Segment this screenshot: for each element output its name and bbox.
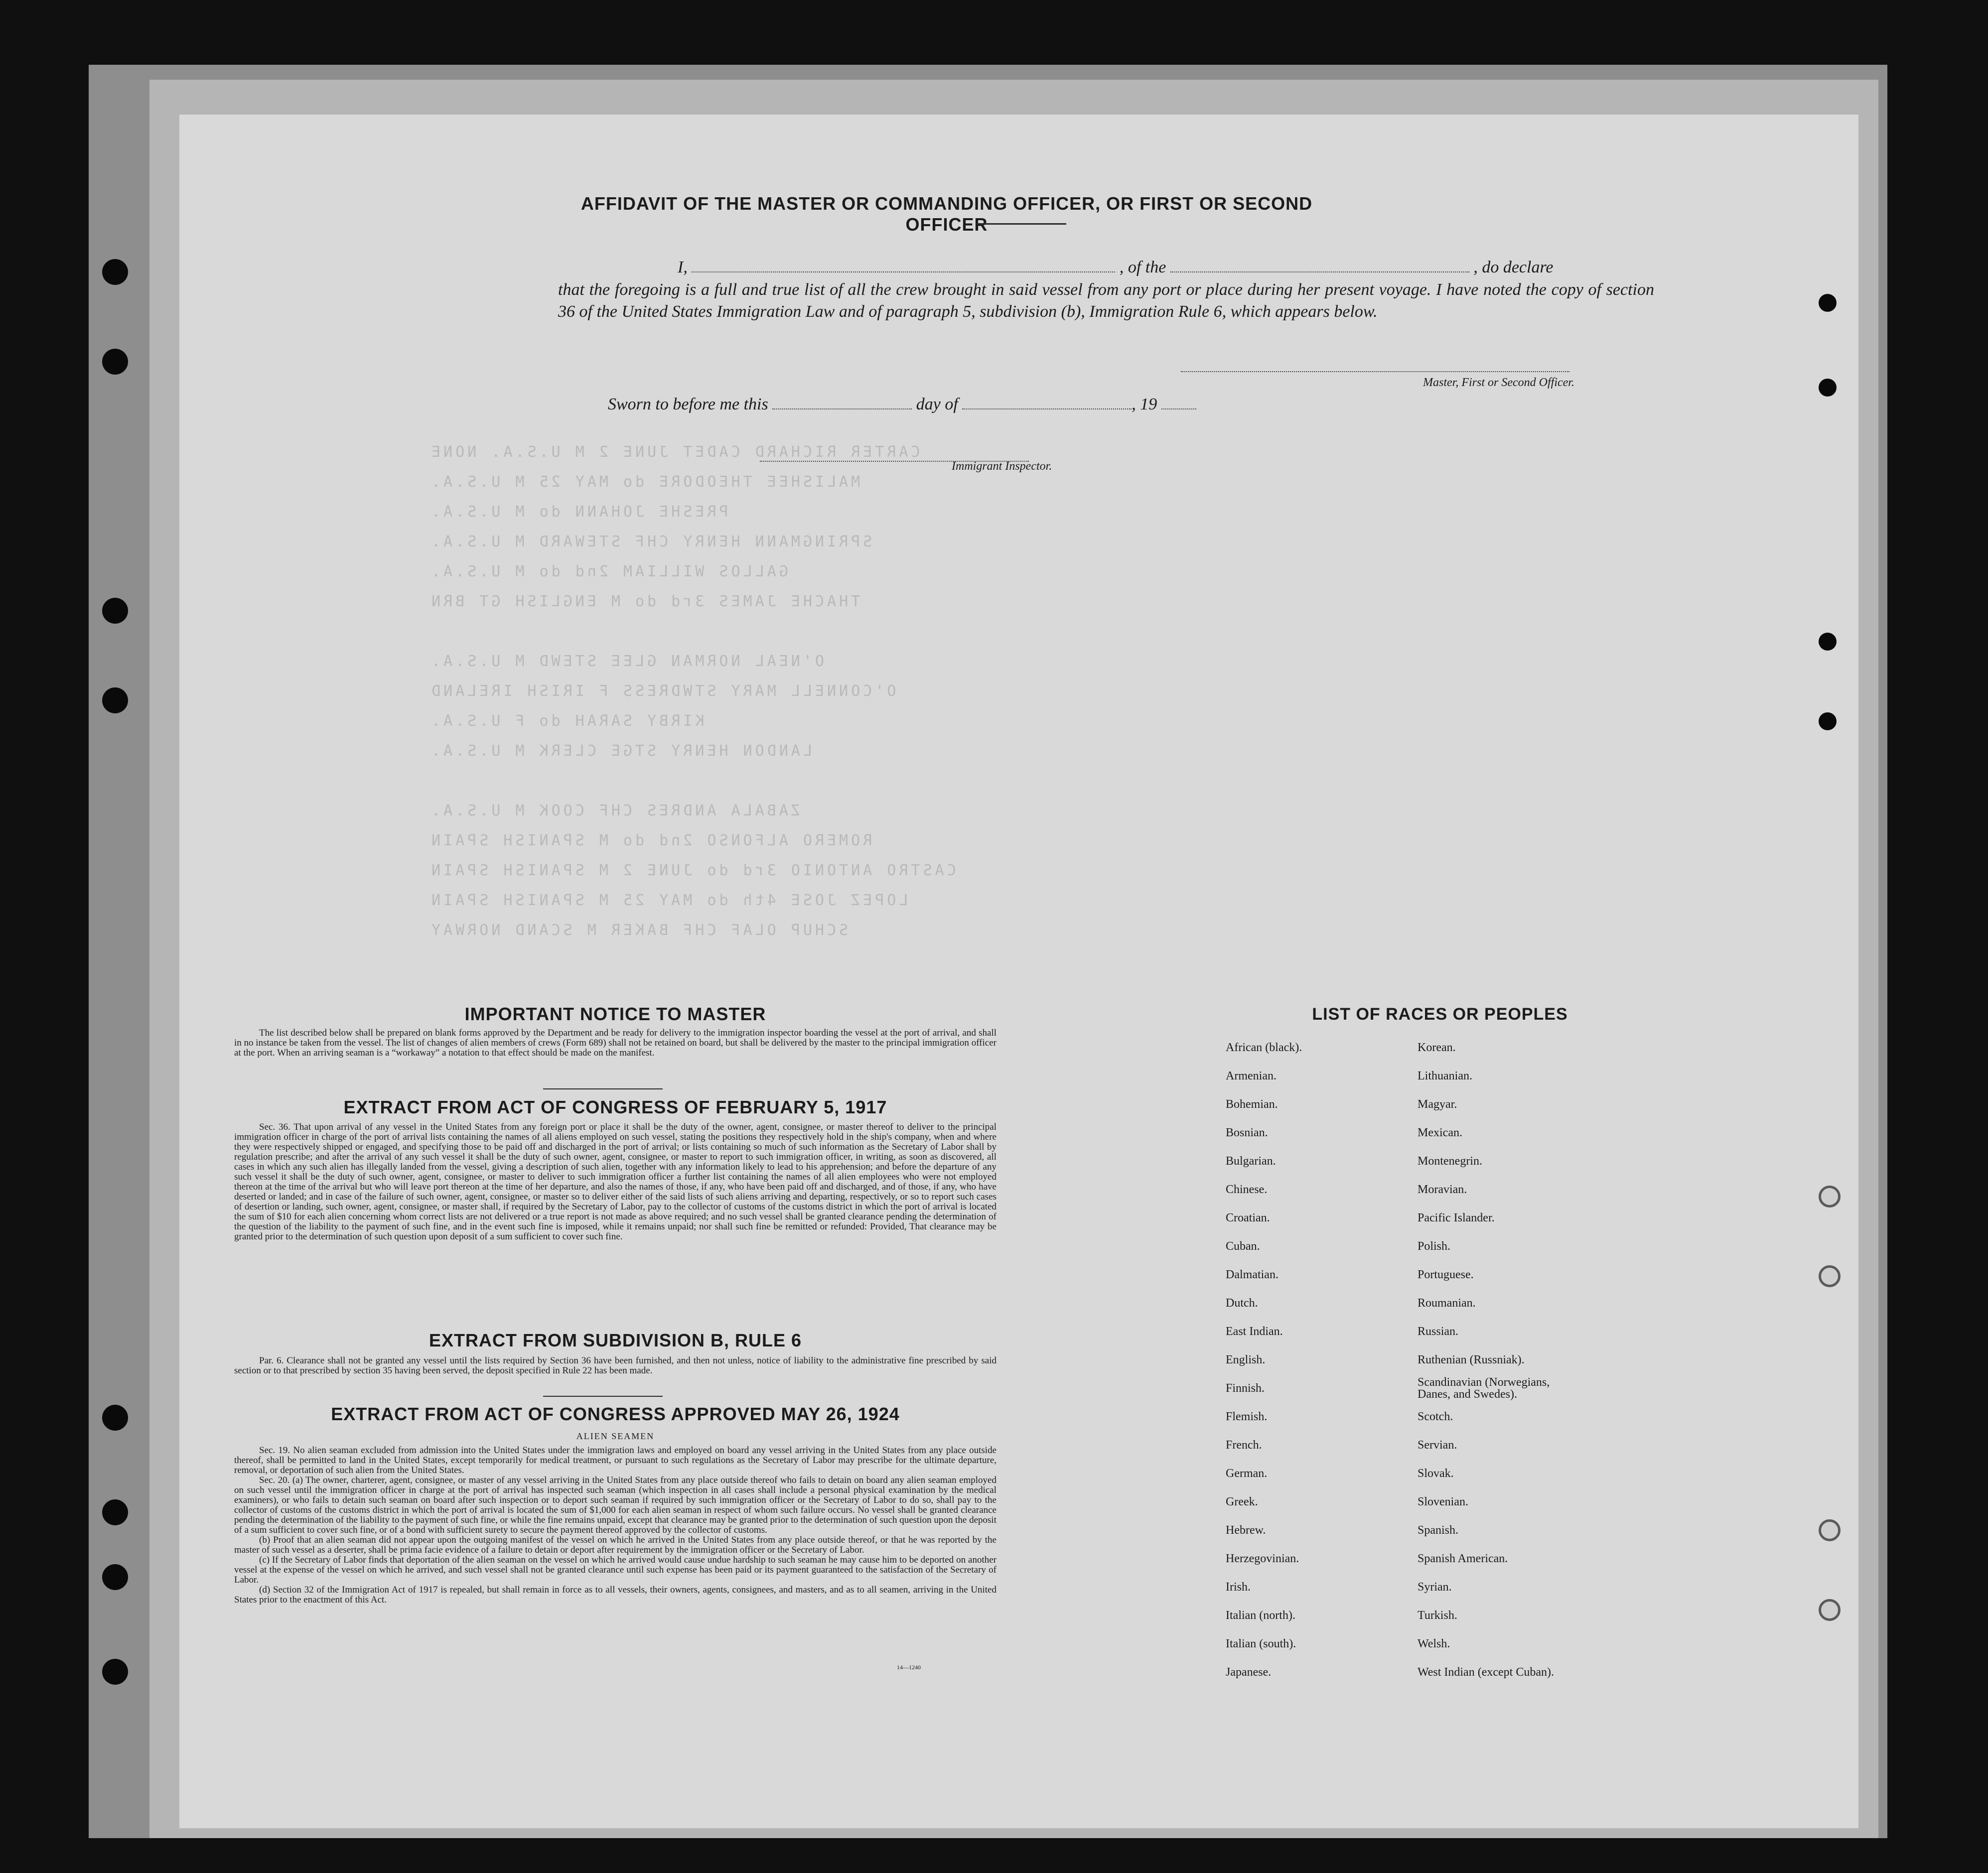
section-20d-paragraph: (d) Section 32 of the Immigration Act of 1917 is repealed, but shall remain in force as to all vessels, their owners, agents, consignees, and masters, and as to all seamen, arriving in the United States prior to the enactment of this Act. — [234, 1585, 996, 1605]
bleed-through-text: CARTER RICHARD CADET JUNE 2 M U.S.A. NONE — [428, 443, 920, 461]
punch-hole — [102, 1659, 128, 1685]
punch-hole — [102, 349, 128, 375]
race-item: Irish. — [1226, 1581, 1251, 1594]
race-item: Japanese. — [1226, 1666, 1272, 1679]
extract-1924-title: EXTRACT FROM ACT OF CONGRESS APPROVED MAY 26, 1924 — [331, 1404, 900, 1424]
do-declare-label: , do declare — [1473, 258, 1554, 276]
extract-1917-text — [234, 1122, 996, 1242]
bleed-through-text: O'NEAL NORMAN GLEE STEWD M U.S.A. — [428, 653, 825, 670]
sworn-year-field[interactable] — [1161, 394, 1196, 409]
race-item: Scandinavian (Norwegians, Danes, and Swedes). — [1418, 1376, 1550, 1401]
punch-hole — [1819, 1599, 1841, 1621]
notice-title: IMPORTANT NOTICE TO MASTER — [464, 1004, 766, 1024]
declaration-body: that the foregoing is a full and true list of all the crew brought in said vessel from any port or place during her present voyage. I have noted the copy of section 36 of the United States Immigration Law and of paragraph 5, subdivision (b), Immigration Rule 6, which appears below. — [558, 280, 1654, 321]
sworn-label: Sworn to before me this — [608, 395, 768, 413]
notice-paragraph: The list described below shall be prepared on blank forms approved by the Department and be ready for delivery to the immigration inspector boarding the vessel at the port of arrival, and shall in no instance be taken from the vessel. The list of changes of alien members of crews (Form 689) shall not be retained on board, but shall be delivered by the master to the principal immigration officer at the port. When an arriving seaman is a “workaway” a notation to that effect should be made on the manifest. — [234, 1028, 996, 1058]
bleed-through-text: SCHUP OLAF CHF BAKER M SCAND NORWAY — [428, 922, 849, 939]
punch-hole — [1819, 712, 1837, 730]
race-item: German. — [1226, 1467, 1268, 1480]
race-item: Bulgarian. — [1226, 1155, 1276, 1168]
bleed-through-text: THACHE JAMES 3rd do M ENGLISH GT BRN — [428, 593, 860, 610]
race-item: Hebrew. — [1226, 1524, 1266, 1537]
race-item: Spanish. — [1418, 1524, 1459, 1537]
race-item: Dutch. — [1226, 1297, 1258, 1310]
bleed-through-text: ROMERO ALFONSO 2nd do M SPANISH SPAIN — [428, 832, 872, 849]
bleed-through-text: MALISHEE THEODORE do MAY 25 M U.S.A. — [428, 473, 860, 491]
race-item: Moravian. — [1418, 1183, 1467, 1196]
punch-hole — [1819, 294, 1837, 312]
race-item: Chinese. — [1226, 1183, 1268, 1196]
race-item: Turkish. — [1418, 1609, 1457, 1622]
race-item: Servian. — [1418, 1439, 1457, 1452]
race-item: Italian (south). — [1226, 1637, 1296, 1650]
races-title: LIST OF RACES OR PEOPLES — [1312, 1005, 1568, 1024]
race-item: Mexican. — [1418, 1126, 1462, 1139]
race-item: Flemish. — [1226, 1410, 1268, 1423]
race-item: Ruthenian (Russniak). — [1418, 1353, 1525, 1366]
race-item: French. — [1226, 1439, 1262, 1452]
race-item: Roumanian. — [1418, 1297, 1476, 1310]
bleed-through-text: SPRINGMANN HENRY CHF STEWARD M U.S.A. — [428, 533, 872, 550]
extract-1924-text — [234, 1446, 996, 1605]
race-item: African (black). — [1226, 1041, 1302, 1054]
of-the-label: , of the — [1119, 258, 1166, 276]
declarant-prefix: I, — [678, 258, 688, 276]
year-label: , 19 — [1132, 395, 1157, 413]
punch-hole — [102, 1499, 128, 1525]
section-20c-paragraph: (c) If the Secretary of Labor finds that deportation of the alien seaman on the vessel on which he arrived would cause undue hardship to such seaman he may cause him to be deported on another vessel at the expense of the vessel on which he arrived, and such vessel shall not be granted clearance until such expense has been paid or its payment guaranteed to the satisfaction of the Secretary of Labor. — [234, 1555, 996, 1585]
race-item: Cuban. — [1226, 1240, 1260, 1253]
bleed-through-text: PRESHE JOHANN do M U.S.A. — [428, 503, 728, 521]
bleed-through-text: O'CONNELL MARY STWDRESS F IRISH IRELAND — [428, 682, 896, 700]
form-number: 14—1240 — [897, 1664, 921, 1671]
subdivision-b-title: EXTRACT FROM SUBDIVISION B, RULE 6 — [428, 1330, 802, 1350]
punch-hole — [1819, 633, 1837, 651]
race-item: West Indian (except Cuban). — [1418, 1666, 1554, 1679]
race-item: Scotch. — [1418, 1410, 1453, 1423]
day-of-label: day of — [916, 395, 958, 413]
bleed-through-text: LOPEZ JOSE 4th do MAY 25 M SPANISH SPAIN — [428, 892, 908, 909]
extract-1917-title: EXTRACT FROM ACT OF CONGRESS OF FEBRUARY 5, 1917 — [343, 1097, 887, 1117]
race-item: Finnish. — [1226, 1382, 1265, 1395]
divider — [543, 1396, 663, 1397]
race-item: Pacific Islander. — [1418, 1211, 1495, 1224]
subdivision-b-text — [234, 1356, 996, 1376]
sworn-month-field[interactable] — [962, 394, 1132, 409]
bleed-through-text: KIRBY SARAH do F U.S.A. — [428, 712, 705, 730]
paragraph-6: Par. 6. Clearance shall not be granted any vessel until the lists required by Section 36 have been furnished, and then not unless, notice of liability to the administrative fine prescribed by said section or to that prescribed by section 35 having been served, the deposit specified in Rule 22 has been made. — [234, 1355, 996, 1376]
race-item: Armenian. — [1226, 1070, 1277, 1082]
race-item: Slovenian. — [1418, 1495, 1468, 1508]
race-item: Portuguese. — [1418, 1268, 1474, 1281]
punch-hole — [102, 1405, 128, 1431]
bleed-through-text: CASTRO ANTONIO 3rd do JUNE 2 M SPANISH SPAIN — [428, 862, 956, 879]
punch-hole — [1819, 1265, 1841, 1287]
race-item: Bosnian. — [1226, 1126, 1268, 1139]
race-item: Polish. — [1418, 1240, 1451, 1253]
section-20a-paragraph: Sec. 20. (a) The owner, charterer, agent, consignee, or master of any vessel arriving in the United States from any place outside thereof who fails to detain on board any alien seaman employed on such vessel until the immigration officer in charge at the port of arrival has inspected such seaman (which inspection in all cases shall include a personal physical examination by the medical examiners), or who fails to detain such seaman on board after such inspection or to deport such seaman if required by such immigration officer or the Secretary of Labor to do so, shall pay to the collector of customs of the customs district in which the port of arrival is located the sum of $1,000 for each alien seaman in respect of whom such failure occurs. No vessel shall be granted clearance pending the determination of the liability to the payment of such fine, or while the fine remains unpaid, except that clearance may be granted prior to the determination of such question upon the deposit of a sum sufficient to cover such fine, or of a bond with sufficient surety to secure the payment thereof approved by the collector of customs. — [234, 1475, 996, 1535]
section-19-paragraph: Sec. 19. No alien seaman excluded from admission into the United States under the immigration laws and employed on board any vessel arriving in the United States from any place outside thereof, shall be permitted to land in the United States, except temporarily for medical treatment, or pursuant to such regulations as the Secretary of Labor may prescribe for the ultimate departure, removal, or deportation of such alien from the United States. — [234, 1445, 996, 1475]
race-item: Korean. — [1418, 1041, 1456, 1054]
declarant-name-field[interactable] — [692, 257, 1115, 272]
race-item: Greek. — [1226, 1495, 1258, 1508]
punch-hole — [1819, 1186, 1841, 1207]
bleed-through-text: GALLOS WILLIAM 2nd do M U.S.A. — [428, 563, 788, 580]
alien-seamen-subtitle: ALIEN SEAMEN — [576, 1431, 655, 1441]
punch-hole — [102, 259, 128, 285]
race-item: Syrian. — [1418, 1581, 1452, 1594]
affidavit-title: AFFIDAVIT OF THE MASTER OR COMMANDING OFFICER, OR FIRST OR SECOND OFFICER — [580, 193, 1313, 235]
race-item: East Indian. — [1226, 1325, 1283, 1338]
punch-hole — [102, 1564, 128, 1590]
punch-hole — [1819, 379, 1837, 397]
race-item: Dalmatian. — [1226, 1268, 1278, 1281]
divider — [543, 1088, 663, 1089]
race-item: English. — [1226, 1353, 1266, 1366]
race-item: Welsh. — [1418, 1637, 1450, 1650]
race-item: Bohemian. — [1226, 1098, 1278, 1111]
race-item: Slovak. — [1418, 1467, 1454, 1480]
race-item: Croatian. — [1226, 1211, 1270, 1224]
punch-hole — [1819, 1519, 1841, 1541]
race-item: Lithuanian. — [1418, 1070, 1472, 1082]
vessel-name-field[interactable] — [1170, 257, 1469, 272]
races-column-1 — [1226, 1034, 1390, 1687]
section-36-paragraph: Sec. 36. That upon arrival of any vessel in the United States from any foreign port or place it shall be the duty of the owner, agent, consignee, or master thereof to deliver to the principal immigration officer in charge of the port of arrival lists containing the names of all aliens employed on such vessel, stating the positions they respectively hold in the ship's company, when and where they were respectively shipped or engaged, and specifying those to be paid off and discharged in the port of arrival; or lists containing so much of such information as the Secretary of Labor shall by regulation prescribe; and after the arrival of any such vessel it shall be the duty of such owner, agent, consignee, or master to report to such immigration officer, in writing, as soon as discovered, all cases in which any such alien has illegally landed from the vessel, giving a description of such alien, together with any information likely to lead to his apprehension; and before the departure of any such vessel it shall be the duty of such owner, agent, consignee, or master to deliver to such immigration officer a further list containing the names of all alien employees who were not employed thereon at the time of the arrival but who will leave port thereon at the time of her departure, and also the names of those, if any, who have been paid off and discharged, and of those, if any, who have deserted or landed; and in case of the failure of such owner, agent, consignee, or master so to deliver either of the said lists of such aliens arriving and departing, respectively, or so to report such cases of desertion or landing, such owner, agent, consignee, or master shall, if required by the Secretary of Labor, pay to the collector of customs of the customs district in which the port of arrival is located the sum of $10 for each alien concerning whom correct lists are not delivered or a true report is not made as above required; and no such vessel shall be granted clearance pending the determination of the question of the liability to the payment of such fine, and in the event such fine is imposed, while it remains unpaid; nor shall such fine be remitted or refunded: Provided, That clearance may be granted prior to the determination of such question upon deposit of a sum sufficient to cover such fine. — [234, 1122, 996, 1242]
race-item: Herzegovinian. — [1226, 1552, 1299, 1565]
race-item: Italian (north). — [1226, 1609, 1295, 1622]
declaration-line — [678, 257, 1654, 278]
bleed-through-text: ZABALA ANDRES CHF COOK M U.S.A. — [428, 802, 800, 819]
section-20b-paragraph: (b) Proof that an alien seaman did not appear upon the outgoing manifest of the vessel on which he arrived in the United States from any place outside thereof, or that he was reported by the master of such vessel as a deserter, shall be prima facie evidence of a failure to detain or deport after requirement by the immigration officer or the Secretary of Labor. — [234, 1535, 996, 1555]
sworn-line — [608, 394, 1196, 415]
form-page — [179, 115, 1858, 1828]
race-item: Magyar. — [1418, 1098, 1457, 1111]
inspector-label: Immigrant Inspector. — [952, 460, 1052, 473]
punch-hole — [102, 687, 128, 713]
signature-line[interactable] — [1181, 371, 1569, 372]
notice-text — [234, 1028, 996, 1058]
race-item: Russian. — [1418, 1325, 1459, 1338]
races-column-2 — [1418, 1034, 1627, 1687]
sworn-day-field[interactable] — [772, 394, 912, 409]
race-item: Montenegrin. — [1418, 1155, 1482, 1168]
signature-label: Master, First or Second Officer. — [1423, 376, 1574, 389]
punch-hole — [102, 598, 128, 624]
title-underline — [977, 223, 1066, 225]
race-item: Spanish American. — [1418, 1552, 1508, 1565]
bleed-through-text: LANDON HENRY STGE CLERK M U.S.A. — [428, 742, 812, 760]
